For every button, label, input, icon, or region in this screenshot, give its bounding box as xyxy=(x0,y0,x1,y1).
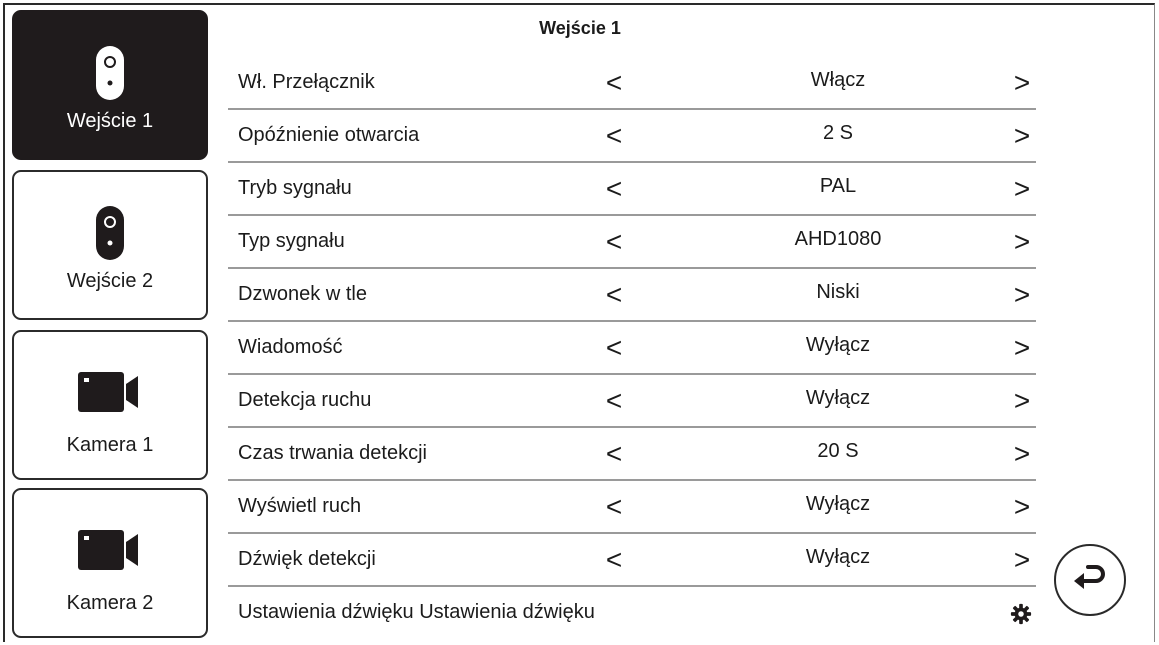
sidebar-item-kamera-2[interactable] xyxy=(12,488,208,638)
setting-value: Wyłącz xyxy=(805,546,871,568)
setting-value: Wyłącz xyxy=(805,387,871,409)
setting-label: Typ sygnału xyxy=(238,230,345,252)
setting-value: Wyłącz xyxy=(805,493,871,515)
setting-row-message[interactable] xyxy=(228,322,1036,375)
sidebar-item-kamera-1[interactable] xyxy=(12,330,208,480)
setting-label: Dźwięk detekcji xyxy=(238,548,376,570)
next-arrow-button[interactable]: > xyxy=(1013,385,1031,416)
setting-label: Wiadomość xyxy=(238,336,343,358)
next-arrow-button[interactable]: > xyxy=(1013,491,1031,522)
prev-arrow-button[interactable]: < xyxy=(605,67,623,98)
setting-label: Czas trwania detekcji xyxy=(238,442,427,464)
sidebar-item-label: Kamera 2 xyxy=(66,592,154,614)
setting-label: Wyświetl ruch xyxy=(238,495,362,517)
setting-label: Ustawienia dźwięku Ustawienia dźwięku xyxy=(238,601,595,623)
setting-row-background-ring[interactable] xyxy=(228,269,1036,322)
prev-arrow-button[interactable]: < xyxy=(605,226,623,257)
setting-row-switch[interactable] xyxy=(228,57,1036,110)
next-arrow-button[interactable]: > xyxy=(1013,226,1031,257)
next-arrow-button[interactable]: > xyxy=(1013,67,1031,98)
doorbell-icon xyxy=(95,42,125,104)
doorbell-icon xyxy=(95,202,125,264)
next-arrow-button[interactable]: > xyxy=(1013,438,1031,469)
sidebar-item-label: Wejście 2 xyxy=(66,270,154,292)
sidebar-item-label: Kamera 1 xyxy=(66,434,154,456)
next-arrow-button[interactable]: > xyxy=(1013,332,1031,363)
sidebar-item-label: Wejście 1 xyxy=(66,110,154,132)
setting-value: AHD1080 xyxy=(794,228,882,250)
prev-arrow-button[interactable]: < xyxy=(605,491,623,522)
setting-value: Niski xyxy=(816,281,860,303)
setting-row-open-delay[interactable] xyxy=(228,110,1036,163)
setting-value: 20 S xyxy=(817,440,859,462)
setting-row-signal-mode[interactable] xyxy=(228,163,1036,216)
settings-list xyxy=(228,57,1036,640)
setting-label: Dzwonek w tle xyxy=(238,283,367,305)
next-arrow-button[interactable]: > xyxy=(1013,279,1031,310)
sidebar-item-wejscie-1[interactable] xyxy=(12,10,208,160)
setting-value: PAL xyxy=(819,175,857,197)
prev-arrow-button[interactable]: < xyxy=(605,279,623,310)
setting-row-sound-settings[interactable] xyxy=(228,587,1036,640)
prev-arrow-button[interactable]: < xyxy=(605,173,623,204)
camera-icon xyxy=(78,366,142,418)
setting-label: Detekcja ruchu xyxy=(238,389,372,411)
next-arrow-button[interactable]: > xyxy=(1013,544,1031,575)
setting-label: Wł. Przełącznik xyxy=(238,71,375,93)
gear-icon[interactable] xyxy=(1008,601,1034,627)
setting-row-detection-sound[interactable] xyxy=(228,534,1036,587)
setting-label: Opóźnienie otwarcia xyxy=(238,124,420,146)
return-icon xyxy=(1072,563,1108,598)
prev-arrow-button[interactable]: < xyxy=(605,120,623,151)
setting-value: Włącz xyxy=(810,69,866,91)
prev-arrow-button[interactable]: < xyxy=(605,385,623,416)
prev-arrow-button[interactable]: < xyxy=(605,332,623,363)
sidebar-item-wejscie-2[interactable] xyxy=(12,170,208,320)
back-button[interactable] xyxy=(1054,544,1126,616)
prev-arrow-button[interactable]: < xyxy=(605,438,623,469)
setting-label: Tryb sygnału xyxy=(238,177,352,199)
setting-value: Wyłącz xyxy=(805,334,871,356)
prev-arrow-button[interactable]: < xyxy=(605,544,623,575)
next-arrow-button[interactable]: > xyxy=(1013,173,1031,204)
setting-value: 2 S xyxy=(822,122,854,144)
setting-row-signal-type[interactable] xyxy=(228,216,1036,269)
setting-row-motion-detection[interactable] xyxy=(228,375,1036,428)
setting-row-show-motion[interactable] xyxy=(228,481,1036,534)
camera-icon xyxy=(78,524,142,576)
next-arrow-button[interactable]: > xyxy=(1013,120,1031,151)
setting-row-detection-duration[interactable] xyxy=(228,428,1036,481)
page-title: Wejście 1 xyxy=(539,18,621,38)
